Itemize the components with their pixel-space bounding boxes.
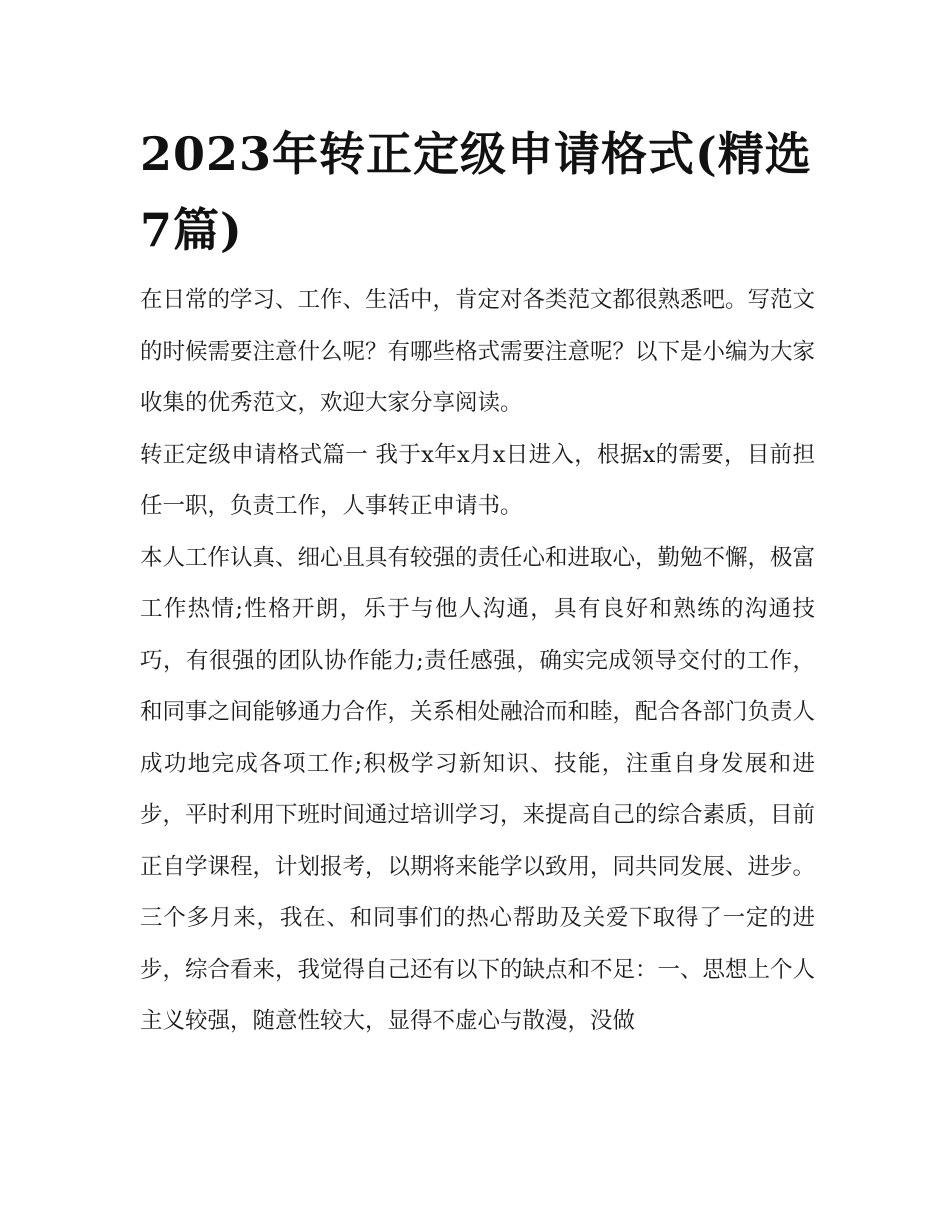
body-paragraph-1: 转正定级申请格式篇一 我于x年x月x日进入，根据x的需要，目前担任一职，负责工作，人事转正申请书。 [140, 441, 815, 519]
body-paragraph-3: 三个多月来，我在、和同事们的热心帮助及关爱下取得了一定的进步，综合看来，我觉得自己还有以下的缺点和不足：一、思想上个人主义较强，随意性较大，显得不虚心与散漫，没做 [140, 905, 816, 1034]
body-paragraph-2: 本人工作认真、细心且具有较强的责任心和进取心，勤勉不懈，极富工作热情;性格开朗，乐于与他人沟通，具有良好和熟练的沟通技巧，有很强的团队协作能力;责任感强，确实完成领导交付的工作，和同事之间能够通力合作，关系相处融洽而和睦，配合各部门负责人成功地完成各项工作;积极学习新知识、技能，注重自身发展和进步，平时利用下班时间通过培训学习，来提高自己的综合素质，目前正自学课程，计划报考，以期将来能学以致用，同共同发展、进步。 [140, 544, 816, 880]
document-body [140, 275, 815, 1048]
document-title: 2023年转正定级申请格式(精选7篇) [140, 127, 812, 257]
intro-paragraph: 在日常的学习、工作、生活中，肯定对各类范文都很熟悉吧。写范文的时候需要注意什么呢？有哪些格式需要注意呢？以下是小编为大家收集的优秀范文，欢迎大家分享阅读。 [140, 287, 816, 416]
